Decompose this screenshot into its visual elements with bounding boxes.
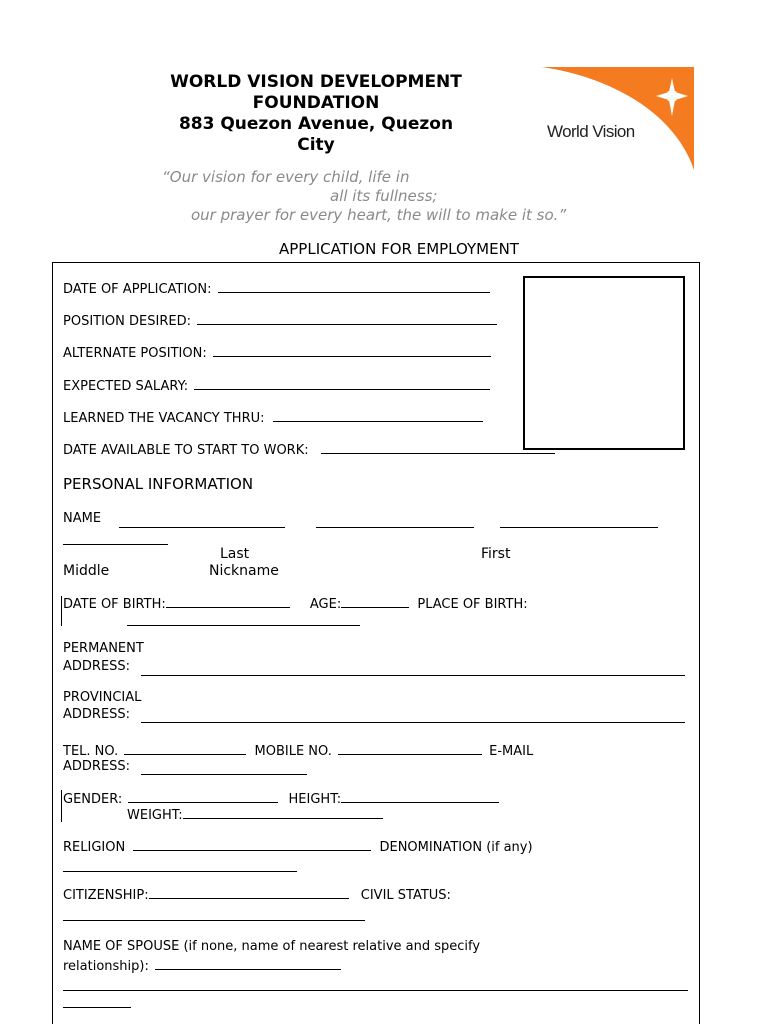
denomination-label: DENOMINATION (if any) [379,840,533,855]
nickname-line[interactable] [63,544,168,545]
logo-text: World Vision [547,122,635,141]
civil-status-line[interactable] [63,920,365,921]
org-name-line2: FOUNDATION [252,93,380,113]
form-border-left [52,262,53,1024]
provincial-address-label: ADDRESS: [63,707,131,722]
age-line[interactable] [341,595,409,608]
spouse-relationship-line[interactable] [63,990,688,991]
expected-salary-row [63,377,490,394]
email-label: E-MAIL [489,744,534,759]
spouse-row [63,957,341,974]
last-name-line[interactable] [119,527,285,528]
quote-line1: “Our vision for every child, life in [162,168,410,186]
tel-no-label: TEL. NO. [63,744,119,759]
contact-row [63,742,533,759]
spouse-relationship-line-cont[interactable] [63,1007,131,1008]
first-caption: First [481,546,511,562]
weight-line[interactable] [183,806,383,819]
spouse-label-line1: NAME OF SPOUSE (if none, name of nearest relative and specify [63,939,481,954]
org-address-line2: City [297,135,335,155]
mobile-no-line[interactable] [338,742,482,755]
provincial-address-line[interactable] [141,722,685,723]
date-of-birth-label: DATE OF BIRTH: [63,597,166,612]
weight-label: WEIGHT: [127,808,183,823]
form-border-top [52,262,700,263]
gender-label: GENDER: [63,792,123,807]
form-title: APPLICATION FOR EMPLOYMENT [279,240,519,258]
date-available-label: DATE AVAILABLE TO START TO WORK: [63,443,309,458]
quote-line3: our prayer for every heart, the will to make it so.” [191,206,567,224]
date-available-line[interactable] [321,441,555,454]
weight-row [127,806,383,823]
position-desired-label: POSITION DESIRED: [63,314,191,329]
position-desired-line[interactable] [197,312,497,325]
religion-label: RELIGION [63,840,126,855]
form-border-right [699,262,700,1024]
org-name-line1: WORLD VISION DEVELOPMENT [170,72,462,92]
first-name-line[interactable] [316,527,474,528]
religion-row [63,838,533,855]
place-of-birth-line[interactable] [127,625,360,626]
photo-box [523,276,685,450]
org-address-line1: 883 Quezon Avenue, Quezon [178,114,454,134]
date-of-birth-line[interactable] [166,595,290,608]
mobile-no-label: MOBILE NO. [254,744,332,759]
tel-no-line[interactable] [124,742,246,755]
last-caption: Last [220,546,250,562]
position-desired-row [63,312,497,329]
expected-salary-line[interactable] [194,377,490,390]
civil-status-label: CIVIL STATUS: [360,888,451,903]
denomination-line[interactable] [63,871,297,872]
gender-row [63,790,499,807]
name-label: NAME [63,511,102,526]
permanent-address-line[interactable] [141,675,685,676]
world-vision-logo [538,64,698,174]
citizenship-label: CITIZENSHIP: [63,888,149,903]
spouse-label-line2: relationship): [63,959,149,974]
personal-info-heading: PERSONAL INFORMATION [63,475,254,493]
margin-mark [61,596,62,626]
permanent-label: PERMANENT [63,641,144,656]
nickname-caption: Nickname [209,563,279,579]
date-available-row [63,441,555,458]
age-label: AGE: [309,597,342,612]
citizenship-row [63,886,451,903]
spouse-name-line[interactable] [155,957,341,970]
provincial-label: PROVINCIAL [63,690,142,705]
email-address-label: ADDRESS: [63,759,131,774]
permanent-address-label: ADDRESS: [63,659,131,674]
alternate-position-line[interactable] [213,344,491,357]
learned-vacancy-label: LEARNED THE VACANCY THRU: [63,411,265,426]
gender-line[interactable] [128,790,278,803]
alternate-position-row [63,344,491,361]
alternate-position-label: ALTERNATE POSITION: [63,346,207,361]
religion-line[interactable] [133,838,371,851]
learned-vacancy-row [63,409,483,426]
middle-name-line[interactable] [500,527,658,528]
birth-row [63,595,528,612]
logo-swoosh-icon [538,64,698,174]
expected-salary-label: EXPECTED SALARY: [63,379,189,394]
place-of-birth-label: PLACE OF BIRTH: [417,597,528,612]
email-address-line[interactable] [141,774,307,775]
height-line[interactable] [341,790,499,803]
middle-caption: Middle [63,563,110,579]
date-of-application-label: DATE OF APPLICATION: [63,282,212,297]
margin-mark [61,790,62,822]
citizenship-line[interactable] [149,886,349,899]
height-label: HEIGHT: [288,792,342,807]
margin-mark [52,740,53,788]
learned-vacancy-line[interactable] [273,409,483,422]
date-of-application-row [63,280,490,297]
date-of-application-line[interactable] [218,280,490,293]
quote-line2: all its fullness; [330,187,438,205]
org-header [150,72,482,156]
